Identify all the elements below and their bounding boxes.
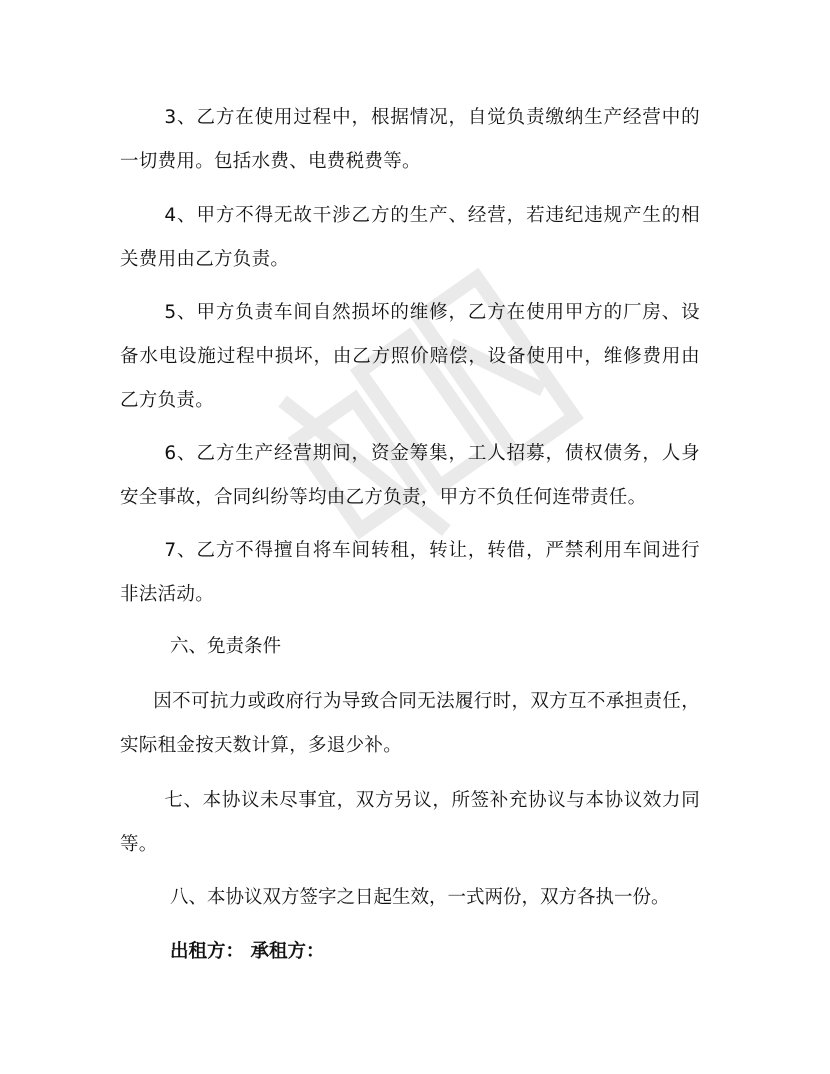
clause-6-text: 6、乙方生产经营期间，资金筹集，工人招募，债权债务，人身安全事故，合同纠纷等均由乙方负责，甲方不负任何连带责任。 xyxy=(120,443,700,508)
section-6-body: 因不可抗力或政府行为导致合同无法履行时，双方互不承担责任，实际租金按天数计算，多退少补。 xyxy=(120,691,700,756)
section-7-text: 七、本协议未尽事宜，双方另议，所签补充协议与本协议效力同等。 xyxy=(120,790,700,855)
section-8-text: 八、本协议双方签字之日起生效，一式两份，双方各执一份。 xyxy=(170,887,670,908)
signature-line: 出租方： 承租方： xyxy=(170,941,325,962)
clause-7-text: 7、乙方不得擅自将车间转租，转让，转借，严禁利用车间进行非法活动。 xyxy=(120,540,700,605)
clause-5-text: 5、甲方负责车间自然损坏的维修，乙方在使用甲方的厂房、设备水电设施过程中损坏，由乙方照价赔偿，设备使用中，维修费用由乙方负责。 xyxy=(120,302,700,411)
clause-3-text: 3、乙方在使用过程中，根据情况，自觉负责缴纳生产经营中的一切费用。包括水费、电费税费等。 xyxy=(120,107,700,172)
clause-4-text: 4、甲方不得无故干涉乙方的生产、经营，若违纪违规产生的相关费用由乙方负责。 xyxy=(120,205,700,270)
section-6-heading: 六、免责条件 xyxy=(170,636,282,657)
